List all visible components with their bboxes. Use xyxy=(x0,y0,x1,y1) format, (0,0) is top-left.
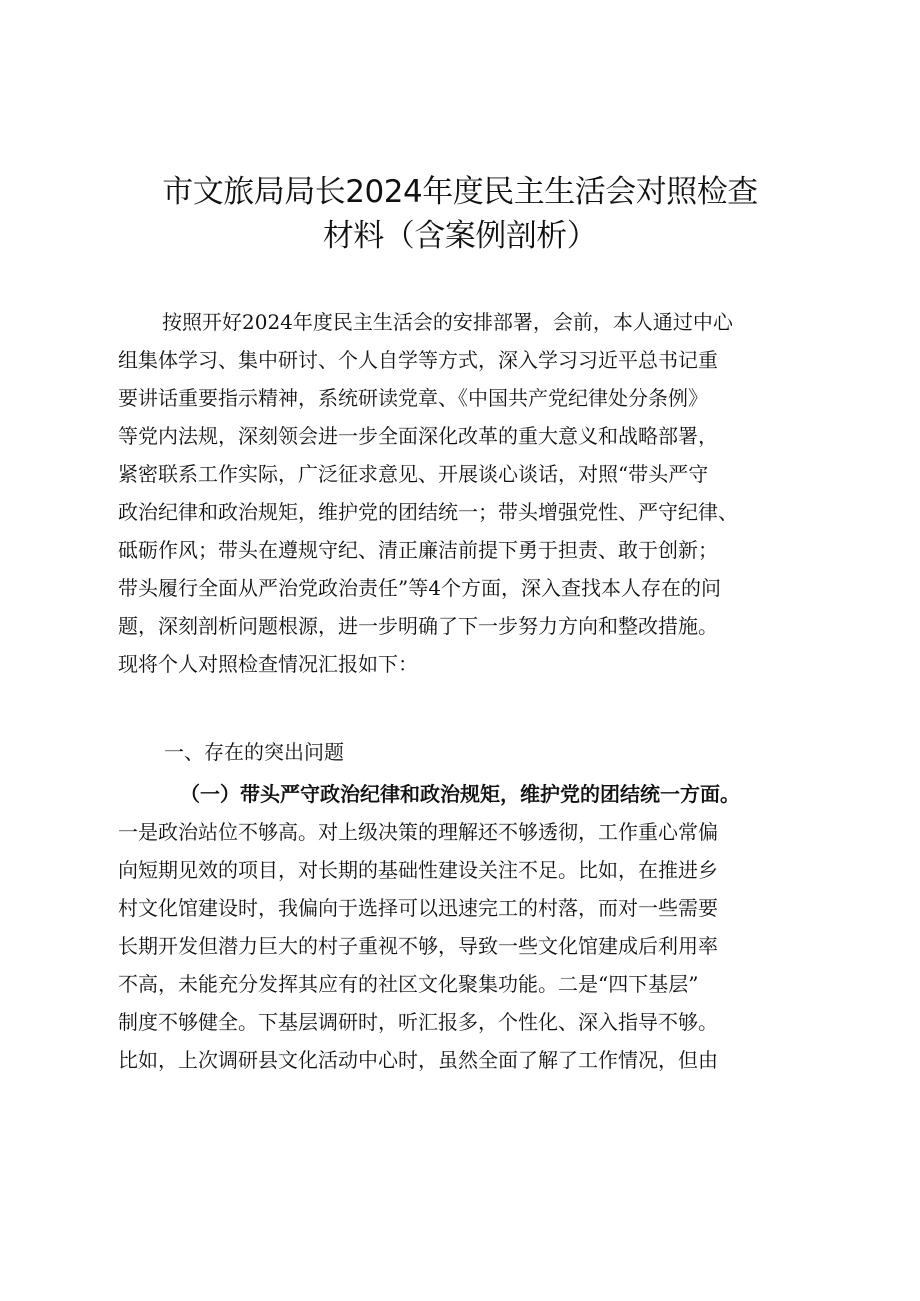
intro-line: 紧密联系工作实际，广泛征求意见、开展谈心谈话，对照“带头严守 xyxy=(118,462,709,486)
section-heading: 一、存在的突出问题 xyxy=(164,740,344,764)
document-title-line-1: 市文旅局局长2024年度民主生活会对照检查 xyxy=(162,174,758,210)
intro-line: 砥砺作风；带头在遵规守纪、清正廉洁前提下勇于担责、敢于创新； xyxy=(118,538,718,562)
subsection-heading: （一）带头严守政治纪律和政治规矩，维护党的团结统一方面。 xyxy=(180,782,740,806)
section-line: 制度不够健全。下基层调研时，听汇报多，个性化、深入指导不够。 xyxy=(118,1010,718,1034)
section-line: 村文化馆建设时，我偏向于选择可以迅速完工的村落，而对一些需要 xyxy=(118,896,718,920)
section-line: 一是政治站位不够高。对上级决策的理解还不够透彻，工作重心常偏 xyxy=(118,820,718,844)
section-line: 长期开发但潜力巨大的村子重视不够，导致一些文化馆建成后利用率 xyxy=(118,934,718,958)
intro-line: 题，深刻剖析问题根源，进一步明确了下一步努力方向和整改措施。 xyxy=(118,614,718,638)
intro-paragraph xyxy=(118,303,820,683)
intro-line: 组集体学习、集中研讨、个人自学等方式，深入学习习近平总书记重 xyxy=(118,348,718,372)
intro-line: 现将个人对照检查情况汇报如下： xyxy=(118,652,418,676)
intro-line: 按照开好2024年度民主生活会的安排部署，会前，本人通过中心 xyxy=(162,310,733,334)
section-line: 比如，上次调研县文化活动中心时，虽然全面了解了工作情况，但由 xyxy=(118,1048,718,1072)
section-line: 向短期见效的项目，对长期的基础性建设关注不足。比如，在推进乡 xyxy=(118,858,718,882)
intro-line: 等党内法规，深刻领会进一步全面深化改革的重大意义和战略部署， xyxy=(118,424,718,448)
intro-line: 要讲话重要指示精神，系统研读党章、《中国共产党纪律处分条例》 xyxy=(118,386,708,410)
intro-line: 政治纪律和政治规矩，维护党的团结统一；带头增强党性、严守纪律、 xyxy=(118,500,738,524)
section-line: 不高，未能充分发挥其应有的社区文化聚集功能。二是“四下基层” xyxy=(118,972,699,996)
intro-line: 带头履行全面从严治党政治责任”等4个方面，深入查找本人存在的问 xyxy=(118,576,721,600)
document-title-line-2: 材料（含案例剖析） xyxy=(322,218,598,254)
section-paragraph xyxy=(118,775,820,1079)
